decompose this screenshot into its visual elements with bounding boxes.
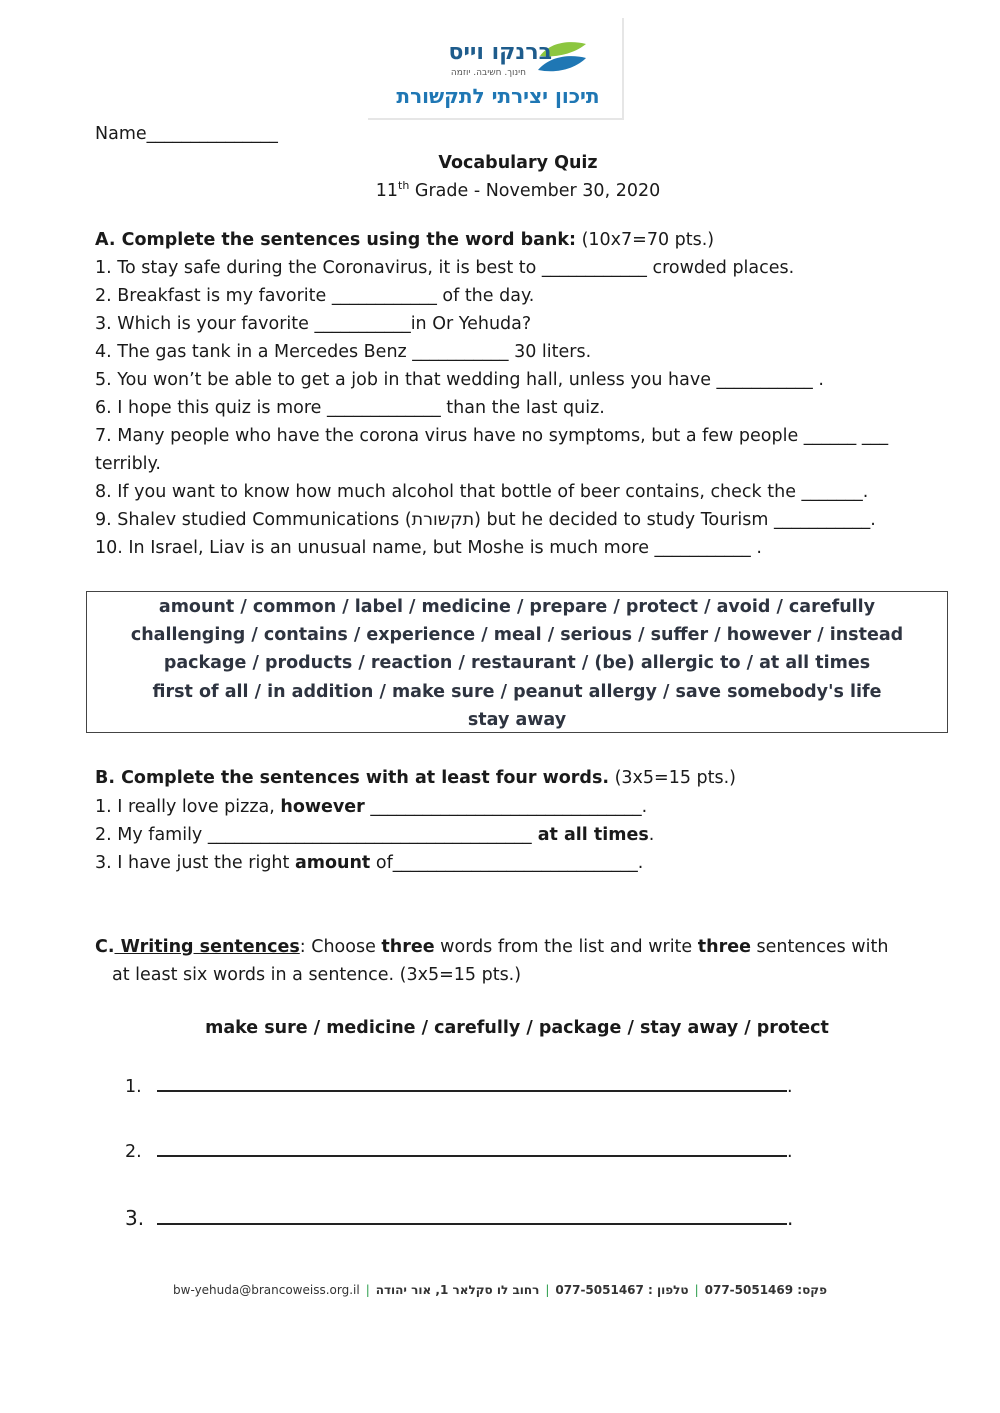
item-1-blank: _______________________________. [364, 797, 648, 817]
item-3-prefix: 3. I have just the right [95, 853, 295, 873]
section-c-label: C. [95, 937, 115, 957]
section-a-heading [95, 226, 714, 254]
section-a-title: A. Complete the sentences using the word bank: [95, 230, 577, 250]
answer-period-2: . [787, 1142, 793, 1162]
footer-fax: פקס: 077-5051469 [704, 1283, 827, 1297]
answer-number-2: 2. [125, 1142, 142, 1162]
section-a-item-7-cont: terribly. [95, 454, 161, 474]
logo-tagline: חינוך. חשיבה. יוזמה [450, 68, 526, 78]
section-c-instructions-2: at least six words in a sentence. (3x5=15 pts.) [112, 965, 522, 985]
section-b-heading [95, 764, 736, 792]
footer-separator: | [365, 1283, 370, 1297]
quiz-title: Vocabulary Quiz [438, 153, 598, 173]
grade-date-text: Grade - November 30, 2020 [409, 181, 661, 201]
word-bank-line-4: first of all / in addition / make sure / peanut allergy / save somebody's life [152, 681, 882, 702]
section-a-item-1: 1. To stay safe during the Coronavirus, it is best to ____________ crowded places. [95, 258, 795, 278]
answer-blank-2[interactable] [157, 1141, 787, 1157]
footer-phone: טלפון : 077-5051467 [555, 1283, 689, 1297]
item-2-blank: _____________________________________ [207, 825, 532, 845]
section-b-item-1 [95, 793, 647, 821]
name-field-label: Name_______________ [95, 124, 278, 144]
item-1-keyword: however [280, 797, 365, 817]
section-a-points: (10x7=70 pts.) [576, 230, 715, 250]
section-a-item-2: 2. Breakfast is my favorite ____________ of the day. [95, 286, 535, 306]
logo-brand: ברנקו וייס [448, 40, 552, 65]
answer-line-3[interactable] [125, 1206, 793, 1230]
footer-contact [0, 1283, 1000, 1297]
footer-separator: | [545, 1283, 550, 1297]
logo-subtitle: תיכון יצירתי לתקשורת [396, 84, 600, 108]
section-c-three-1: three [381, 937, 435, 957]
section-c-heading [95, 933, 888, 961]
section-a-item-9: 9. Shalev studied Communications (תקשורת) but he decided to study Tourism ___________. [95, 510, 876, 530]
answer-number-1: 1. [125, 1077, 142, 1097]
section-b-points: (3x5=15 pts.) [609, 768, 737, 788]
answer-period-3: . [787, 1206, 794, 1230]
word-bank-line-5: stay away [467, 709, 567, 730]
grade-superscript: th [398, 179, 410, 193]
answer-period-1: . [787, 1077, 793, 1097]
word-bank-line-1: amount / common / label / medicine / prepare / protect / avoid / carefully [158, 597, 876, 617]
footer-email[interactable]: bw-yehuda@brancoweiss.org.il [173, 1283, 360, 1297]
section-c-three-2: three [697, 937, 751, 957]
section-b-item-3 [95, 849, 643, 877]
item-2-keyword: at all times [531, 825, 649, 845]
word-bank-line-3: package / products / reaction / restaurant / (be) allergic to / at all times [163, 653, 871, 674]
section-c-colon: : [299, 937, 306, 957]
footer-address: רחוב לו סקלאר 1, אור יהודה [375, 1283, 540, 1297]
section-c-text-3: sentences with [750, 937, 889, 957]
quiz-date [0, 181, 1000, 201]
answer-blank-3[interactable] [157, 1209, 787, 1225]
answer-line-2[interactable] [125, 1141, 793, 1162]
section-c-text-2: words from the list and write [434, 937, 698, 957]
word-bank-line-2: challenging / contains / experience / meal / serious / suffer / however / instead [130, 625, 904, 646]
item-2-prefix: 2. My family [95, 825, 208, 845]
section-a-item-3: 3. Which is your favorite ___________in Or Yehuda? [95, 314, 532, 334]
answer-blank-1[interactable] [157, 1076, 787, 1092]
section-a-item-4: 4. The gas tank in a Mercedes Benz ___________ 30 liters. [95, 342, 592, 362]
section-c-title: Writing sentences [114, 937, 300, 957]
section-c-word-list: make sure / medicine / carefully / package / stay away / protect [205, 1018, 829, 1038]
answer-line-1[interactable] [125, 1076, 793, 1097]
section-a-item-6: 6. I hope this quiz is more _____________ than the last quiz. [95, 398, 605, 418]
answer-number-3: 3. [125, 1206, 145, 1230]
section-a-item-7: 7. Many people who have the corona virus have no symptoms, but a few people ______ ___ [95, 426, 889, 446]
grade-number: 11 [375, 181, 399, 201]
footer-separator: | [694, 1283, 699, 1297]
section-c-text-1: Choose [305, 937, 382, 957]
item-3-blank: of____________________________. [370, 853, 644, 873]
section-b-item-2 [95, 821, 654, 849]
item-2-period: . [648, 825, 655, 845]
item-3-keyword: amount [294, 853, 371, 873]
section-a-item-10: 10. In Israel, Liav is an unusual name, but Moshe is much more ___________ . [95, 538, 762, 558]
section-a-item-5: 5. You won’t be able to get a job in that wedding hall, unless you have ___________ . [95, 370, 824, 390]
school-logo [368, 18, 624, 120]
item-1-prefix: 1. I really love pizza, [95, 797, 281, 817]
section-a-item-8: 8. If you want to know how much alcohol that bottle of beer contains, check the _______. [95, 482, 869, 502]
word-bank-box [86, 591, 948, 733]
section-b-title: B. Complete the sentences with at least four words. [95, 768, 610, 788]
